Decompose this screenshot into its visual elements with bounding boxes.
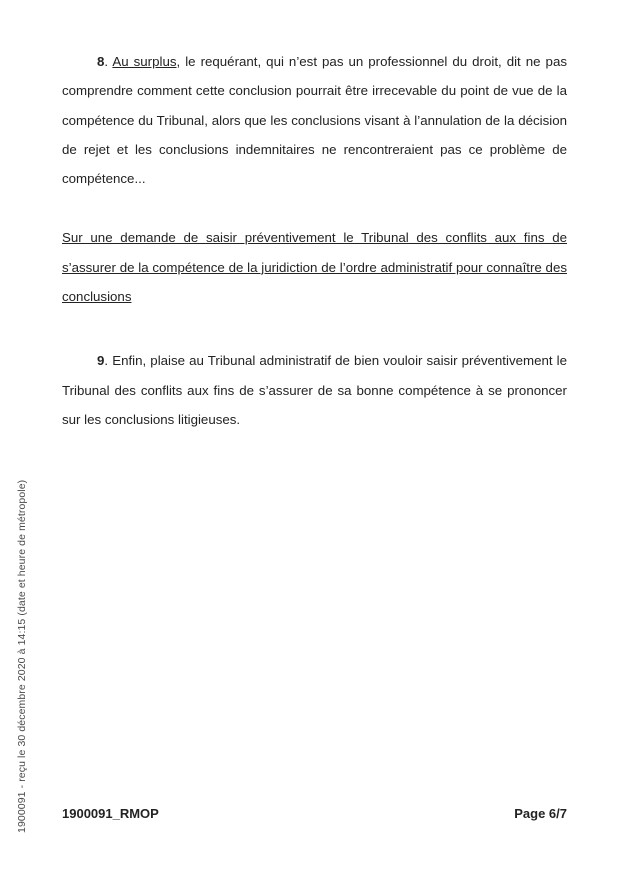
- paragraph-8-separator: .: [104, 54, 113, 69]
- paragraph-9-separator: .: [104, 353, 113, 369]
- paragraph-9-text: Enfin, plaise au Tribunal administratif de bien vouloir saisir préventivement le Tribunal des conflits aux fins de s’assurer de sa bonne compétence à se prononcer sur les conclusions litigieuses.: [62, 353, 567, 427]
- paragraph-9-number: 9: [97, 353, 105, 369]
- document-content: [62, 47, 567, 434]
- document-reference: 1900091_RMOP: [62, 806, 159, 821]
- paragraph-9: [62, 346, 567, 434]
- paragraph-8-underlined-phrase: Au surplus: [112, 54, 177, 69]
- paragraph-8-text: , le requérant, qui n’est pas un professionnel du droit, dit ne pas comprendre comment cette conclusion pourrait être irrecevable du point de vue de la compétence du Tribunal, alors que les conclusions visant à l’annulation de la décision de rejet et les conclusions indemnitaires ne rencontreraient pas ce problème de compétence...: [62, 54, 567, 187]
- page-number: Page 6/7: [514, 806, 567, 821]
- reception-stamp-vertical: 1900091 - reçu le 30 décembre 2020 à 14:15 (date et heure de métropole): [16, 479, 28, 833]
- page-footer: [62, 806, 567, 822]
- paragraph-8-number: 8: [97, 54, 105, 69]
- paragraph-8: [62, 47, 567, 193]
- section-heading: Sur une demande de saisir préventivement le Tribunal des conflits aux fins de s’assurer de la compétence de la juridiction de l’ordre administratif pour connaître des conclusions: [62, 230, 567, 305]
